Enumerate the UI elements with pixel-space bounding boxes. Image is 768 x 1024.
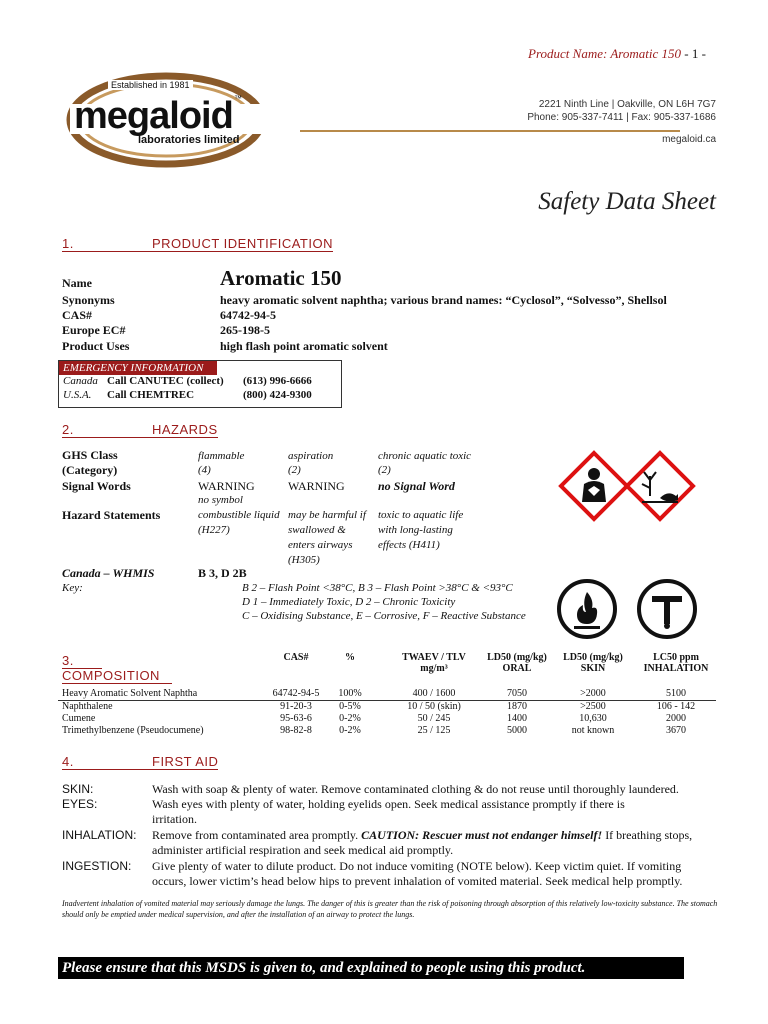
section-4-heading [62,754,218,770]
msds-banner: Please ensure that this MSDS is given to, and explained to people using this product. [58,957,684,979]
category-label: (Category) [62,463,118,477]
address: 2221 Ninth Line | Oakville, ON L6H 7G7 [538,99,716,110]
category-flammable: (4) [198,464,211,476]
cell-inhalation: 5100 [666,688,686,699]
section-title: COMPOSITION [62,669,172,684]
health-hazard-icon [558,450,630,522]
inhalation-caution: CAUTION: Rescuer must not endanger himself! [361,828,603,842]
section-title: PRODUCT IDENTIFICATION [152,236,333,251]
page-number: - 1 - [684,46,706,61]
col-header-cas: CAS# [283,652,309,663]
cell-name: Cumene [62,713,96,724]
col-header-twa: TWAEV / TLV mg/m³ [402,652,466,674]
inhalation-text-1: Remove from contaminated area promptly. [152,828,359,842]
ghs-class-label: GHS Class [62,448,118,462]
hazard-statements-label: Hazard Statements [62,508,161,522]
section-title: HAZARDS [152,422,218,437]
table-row [58,725,716,737]
signal-aquatic: no Signal Word [378,479,455,493]
section-number: 2. [62,422,152,438]
section-2-heading [62,422,218,438]
synonyms-label: Synonyms [62,293,115,307]
cell-cas: 91-20-3 [280,701,312,712]
cell-oral: 1870 [507,701,527,712]
col-header-oral: LD50 (mg/kg) ORAL [487,652,547,674]
environment-hazard-icon [624,450,696,522]
signal-aspiration: WARNING [288,479,345,493]
flame-icon [556,578,618,640]
whmis-label: Canada – WHMIS [62,566,155,580]
signal-flammable: WARNING [198,479,255,493]
ec-value: 265-198-5 [220,323,270,337]
cell-inhalation: 2000 [666,713,686,724]
emergency-box [58,360,342,408]
ingestion-text: Give plenty of water to dilute product. Do not induce vomiting (NOTE below). Keep victim quiet. If vomiting occurs, lower victim’s head below hips to prevent inhalation of vomited material. Seek medical help promptly. [152,859,683,888]
cell-twa: 400 / 1600 [412,688,456,699]
cell-pct: 0-5% [339,701,361,712]
cell-name: Naphthalene [62,701,113,712]
emergency-row [59,375,341,389]
table-row [58,713,716,725]
whmis-value: B 3, D 2B [198,566,247,580]
cell-inhalation: 106 - 142 [656,701,696,712]
company-logo [62,68,282,172]
emergency-title: EMERGENCY INFORMATION [59,361,217,375]
section-number: 3. [62,654,102,669]
category-aspiration: (2) [288,464,301,476]
ghs-class-flammable: flammable [198,450,245,462]
uses-value: high flash point aromatic solvent [220,339,388,353]
ec-label: Europe EC# [62,323,126,337]
cell-skin: not known [571,725,615,736]
cell-cas: 64742-94-5 [272,688,320,699]
col-header-inhalation: LC50 ppm INHALATION [643,652,709,674]
statement-flammable: combustible liquid (H227) [198,509,280,536]
product-name-value: Aromatic 150 [220,266,342,290]
inhalation-label: INHALATION: [62,828,137,842]
composition-table [58,688,716,737]
first-aid-note: Inadvertent inhalation of vomited material may seriously damage the lungs. The danger of this is greater than the risk of poisoning through absorption of this relatively low-toxicity substance. The stomach should only be emptied under medical supervision, and after the installation of an airway to protect the lungs. [62,899,718,919]
cell-name: Trimethylbenzene (Pseudocumene) [62,725,204,736]
table-row [58,688,716,701]
phone-fax: Phone: 905-337-7411 | Fax: 905-337-1686 [527,112,716,123]
emergency-region: U.S.A. [63,389,92,401]
skin-label: SKIN: [62,782,94,796]
website: megaloid.ca [662,134,716,145]
logo-tm: ™ [234,94,242,103]
cell-pct: 100% [338,688,362,699]
signal-words-label: Signal Words [62,479,131,493]
emergency-call: Call CHEMTREC [107,389,195,401]
section-3-heading [62,654,172,684]
section-number: 4. [62,754,152,770]
section-number: 1. [62,236,152,252]
cell-cas: 95-63-6 [280,713,312,724]
ghs-class-aspiration: aspiration [288,450,334,462]
synonyms-value: heavy aromatic solvent naphtha; various brand names: “Cyclosol”, “Solvesso”, Shellsol [220,293,667,307]
eyes-label: EYES: [62,797,98,811]
cell-cas: 98-82-8 [280,725,312,736]
cell-skin: >2000 [580,688,606,699]
ghs-class-aquatic: chronic aquatic toxic [378,450,472,462]
statement-aspiration: may be harmful if swallowed & enters airways (H305) [288,509,366,566]
key-line: B 2 – Flash Point <38°C, B 3 – Flash Point >38°C & <93°C [242,582,513,594]
cell-twa: 10 / 50 (skin) [407,701,461,712]
key-line: C – Oxidising Substance, E – Corrosive, F – Reactive Substance [242,610,526,622]
cell-oral: 1400 [507,713,527,724]
eyes-text: Wash eyes with plenty of water, holding eyelids open. Seek medical assistance promptly if there is irritation. [152,797,625,826]
document-title: Safety Data Sheet [538,188,716,215]
cell-twa: 50 / 245 [417,713,451,724]
cas-label: CAS# [62,308,93,322]
inhalation-text [152,828,718,858]
cas-value: 64742-94-5 [220,308,276,322]
ingestion-label: INGESTION: [62,859,132,873]
cell-pct: 0-2% [339,725,361,736]
section-title: FIRST AID [152,754,219,769]
emergency-phone: (800) 424-9300 [243,389,312,401]
symbol-flammable: no symbol [198,494,243,506]
logo-established: Established in 1981 [108,80,193,90]
section-1-heading [62,236,333,252]
col-header-pct: % [345,652,355,663]
emergency-row [59,389,341,403]
uses-label: Product Uses [62,339,130,353]
cell-oral: 5000 [507,725,527,736]
product-name-text: Product Name: Aromatic 150 [528,46,681,61]
header-rule [300,130,680,132]
cell-pct: 0-2% [339,713,361,724]
logo-sub: laboratories limited [138,134,240,146]
cell-skin: >2500 [580,701,606,712]
cell-oral: 7050 [507,688,527,699]
table-row [58,701,716,713]
cell-inhalation: 3670 [666,725,686,736]
emergency-call: Call CANUTEC (collect) [107,375,224,387]
name-label: Name [62,276,92,290]
emergency-region: Canada [63,375,98,387]
key-label: Key: [62,582,83,594]
toxic-material-icon [636,578,698,640]
skin-text: Wash with soap & plenty of water. Remove contaminated clothing & do not reuse until thoroughly laundered. [152,782,679,796]
statement-aquatic: toxic to aquatic life with long-lasting effects (H411) [378,509,464,551]
col-header-skin: LD50 (mg/kg) SKIN [563,652,623,674]
cell-skin: 10,630 [579,713,607,724]
logo-brand: megaloid [74,95,233,137]
emergency-phone: (613) 996-6666 [243,375,312,387]
category-aquatic: (2) [378,464,391,476]
inhalation-text-2: If breathing stops, administer artificial respiration and seek medical aid promptly. [152,828,693,857]
cell-name: Heavy Aromatic Solvent Naphtha [62,688,198,699]
key-line: D 1 – Immediately Toxic, D 2 – Chronic Toxicity [242,596,456,608]
contact-block [527,98,716,124]
header-product-name [528,46,706,62]
cell-twa: 25 / 125 [417,725,451,736]
